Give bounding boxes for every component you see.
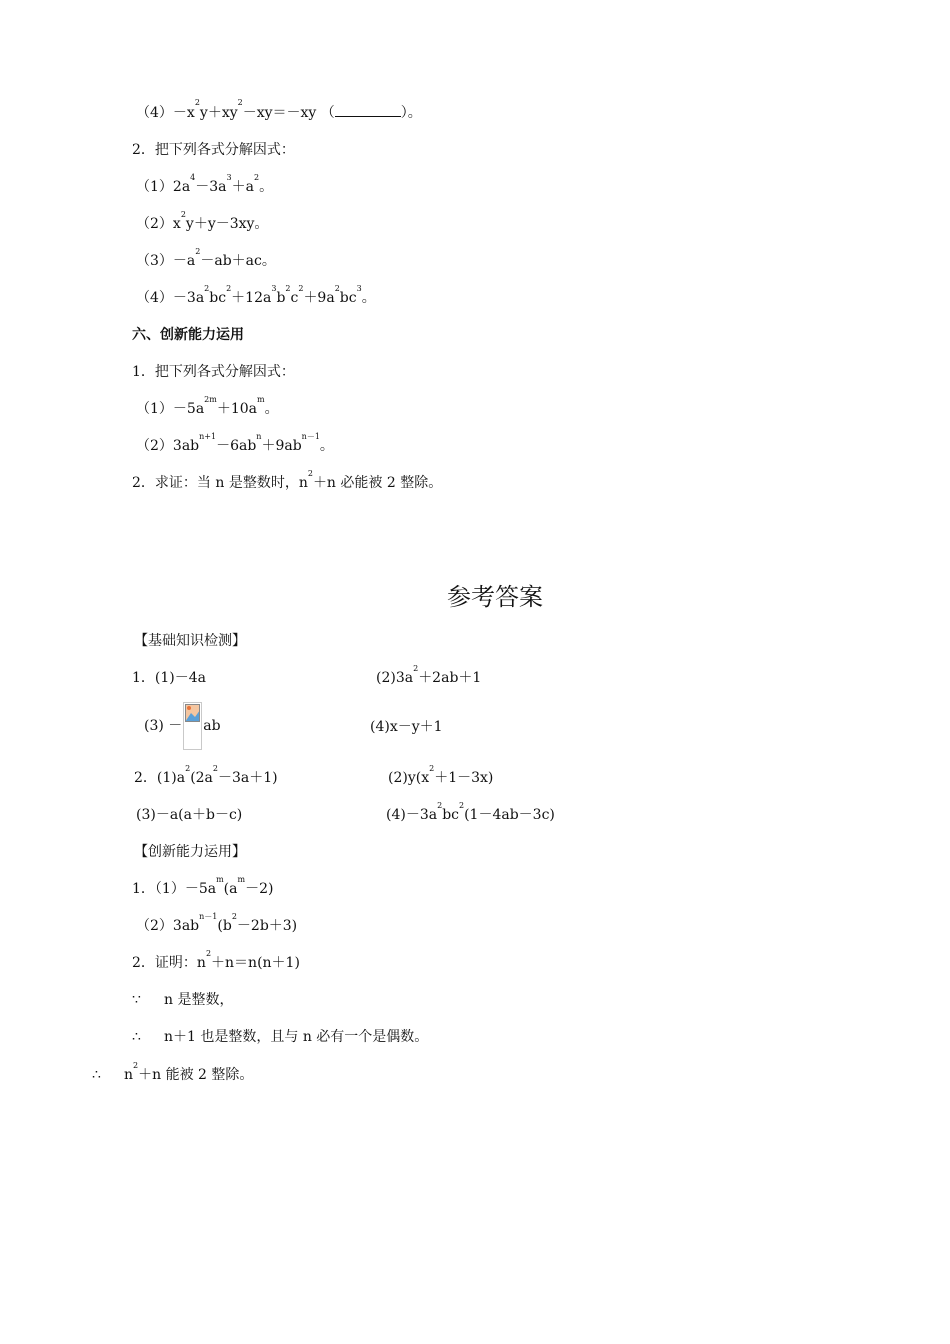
section-6-heading: 六、创新能力运用 xyxy=(132,327,244,343)
therefore-symbol: ∴ xyxy=(132,1029,141,1045)
question-2-1: $(1)2a^4-3a^3+a^2$。 xyxy=(136,173,274,195)
proof-conclusion: ∴ $n^2+n$ 能被 2 整除。 xyxy=(92,1061,254,1083)
because-symbol: ∵ xyxy=(132,992,141,1008)
question-2-heading: 2．把下列各式分解因式： xyxy=(132,142,295,158)
innovation-answer-1-1: 1．$(1)-5a^m(a^m-2)$ xyxy=(132,875,274,897)
proof-line-1: 2．证明：$n^2+n=n(n+1)$ xyxy=(132,949,300,971)
section-6-question-1-heading: 1．把下列各式分解因式： xyxy=(132,364,295,380)
exercise-2-4: $(4)-x^2y+xy^2-xy=-xy$ （ ）。 xyxy=(136,98,422,121)
question-2-3: $(3)-a^2-ab+ac$。 xyxy=(136,247,276,269)
answer-1-3: (3) － ab xyxy=(144,702,221,750)
proof-line-2: ∵ n 是整数， xyxy=(132,992,234,1008)
question-2-2: $(2)x^2y+y-3xy$。 xyxy=(136,210,269,232)
section-6-question-2: 2．求证：当 n 是整数时，$n^2+n$ 必能被 2 整除。 xyxy=(132,469,443,491)
basic-knowledge-heading: 【基础知识检测】 xyxy=(134,633,246,649)
answer-1-2: $(2)3a^2+2ab+1$ xyxy=(376,664,482,686)
therefore-symbol: ∴ xyxy=(92,1067,101,1083)
broken-image-icon xyxy=(183,702,202,750)
answer-blank xyxy=(335,102,401,117)
answer-2-4: $(4)-3a^2bc^2(1-4ab-3c)$ xyxy=(386,801,555,823)
answer-2-3: (3)－a(a＋b－c) xyxy=(136,807,243,823)
section-6-question-1-1: $(1)-5a^{2m}+10a^m$。 xyxy=(136,395,279,417)
innovation-heading: 【创新能力运用】 xyxy=(134,844,246,860)
innovation-answer-1-2: $(2)3ab^{n-1}(b^2-2b+3)$ xyxy=(136,912,298,934)
proof-line-3: ∴ n＋1 也是整数，且与 n 必有一个是偶数。 xyxy=(132,1029,429,1045)
question-2-4: $(4)-3a^2bc^2+12a^3b^2c^2+9a^2bc^3$。 xyxy=(136,284,376,306)
answers-title: 参考答案 xyxy=(447,583,543,611)
section-6-question-1-2: $(2)3ab^{n+1}-6ab^n+9ab^{n-1}$。 xyxy=(136,432,334,454)
answer-1-1: 1．(1)－4a xyxy=(132,670,206,686)
answer-2-1: 2．$(1)a^2(2a^2-3a+1)$ xyxy=(134,764,278,786)
answer-1-4: (4)x－y＋1 xyxy=(370,719,443,735)
answer-2-2: $(2)y(x^2+1-3x)$ xyxy=(388,764,494,786)
